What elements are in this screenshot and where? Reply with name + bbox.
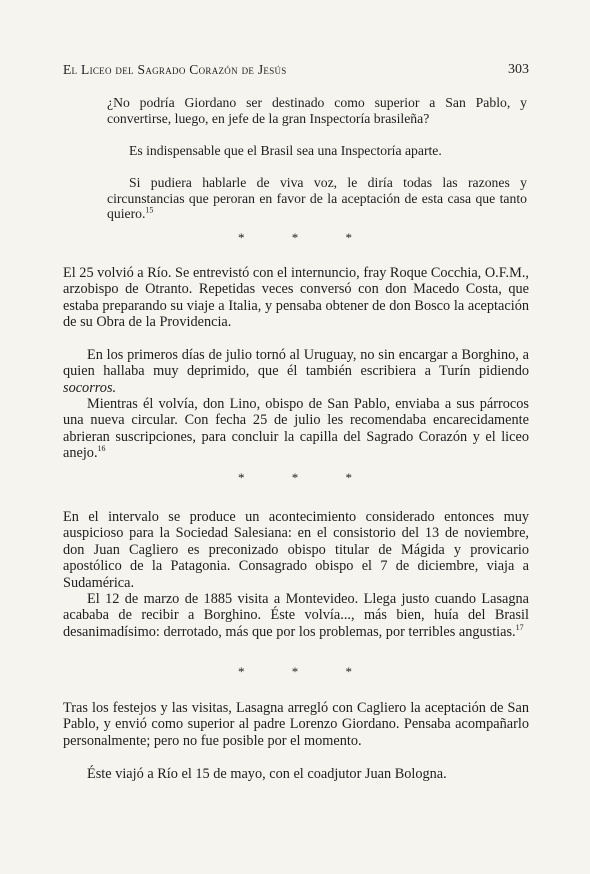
section3-paragraph-2-text: Éste viajó a Río el 15 de mayo, con el coadjutor Juan Bologna. [87,766,447,782]
section1-paragraph-3-text: Mientras él volvía, don Lino, obispo de San Pablo, enviaba a sus párrocos una nueva circular. Con fecha 25 de julio les recomendaba encarecidamente abrieran suscripciones, para concluir la capilla del Sagrado Corazón y el liceo anejo. [63,396,529,462]
section2-paragraph-1 [63,509,529,591]
section2-paragraph-2-text: El 12 de marzo de 1885 visita a Montevideo. Llega justo cuando Lasagna acababa de recibir a Borghino. Éste volvía..., más bien, huía del Brasil desanimadísimo: derrotado, más que por los problemas, por terribles angustias. [63,591,529,640]
quote-paragraph-1-text: ¿No podría Giordano ser destinado como superior a San Pablo, y convertirse, luego, en jefe de la gran Inspectoría brasileña? [107,95,527,126]
section2-paragraph-1-text: En el intervalo se produce un acontecimiento considerado entonces muy auspicioso para la Sociedad Salesiana: en el consistorio del 13 de noviembre, don Juan Cagliero es preconizado obispo titular de Mágida y provicario apostólico de la Patagonia. Consagrado obispo el 7 de diciembre, viaja a Sudamérica. [63,509,529,591]
section-separator-1: * * * [238,230,352,245]
section3-paragraph-1-text: Tras los festejos y las visitas, Lasagna arregló con Cagliero la aceptación de San Pablo, y envió como superior al padre Lorenzo Giordano. Pensaba acompañarlo personalmente; pero no fue posible por el momento. [63,700,529,749]
quote-paragraph-2 [107,143,527,159]
quote-paragraph-2-text: Es indispensable que el Brasil sea una Inspectoría aparte. [129,143,442,158]
section-separator-2: * * * [238,470,352,485]
section3-paragraph-1 [63,700,529,749]
section3-paragraph-2 [63,766,529,782]
section1-paragraph-1-text: El 25 volvió a Río. Se entrevistó con el internuncio, fray Roque Cocchia, O.F.M., arzobispo de Otranto. Repetidas veces conversó con don Macedo Costa, que estaba preparando su viaje a Italia, y pensaba obtener de don Bosco la aceptación de su Obra de la Providencia. [63,265,529,331]
section1-paragraph-1 [63,265,529,331]
section2-paragraph-2 [63,591,529,640]
footnote-ref-16: 16 [97,444,106,454]
section1-paragraph-2 [63,347,529,396]
page-number: 303 [508,62,529,77]
section-separator-3: * * * [238,664,352,679]
quote-paragraph-3 [107,175,527,222]
footnote-ref-17: 17 [515,623,524,633]
running-head [63,62,529,80]
section1-paragraph-2-text: En los primeros días de julio tornó al Uruguay, no sin encargar a Borghino, a quien hallaba muy deprimido, que él también escribiera a Turín pidiendo [63,347,529,380]
section1-paragraph-3 [63,396,529,462]
quote-paragraph-1 [107,95,527,126]
quote-paragraph-3-text: Si pudiera hablarle de viva voz, le diría todas las razones y circunstancias que peroran en favor de la aceptación de esta casa que tanto quiero. [107,175,527,222]
running-title: El Liceo del Sagrado Corazón de Jesús [63,62,287,77]
footnote-ref-15: 15 [145,205,154,215]
italic-word: socorros. [63,379,117,396]
